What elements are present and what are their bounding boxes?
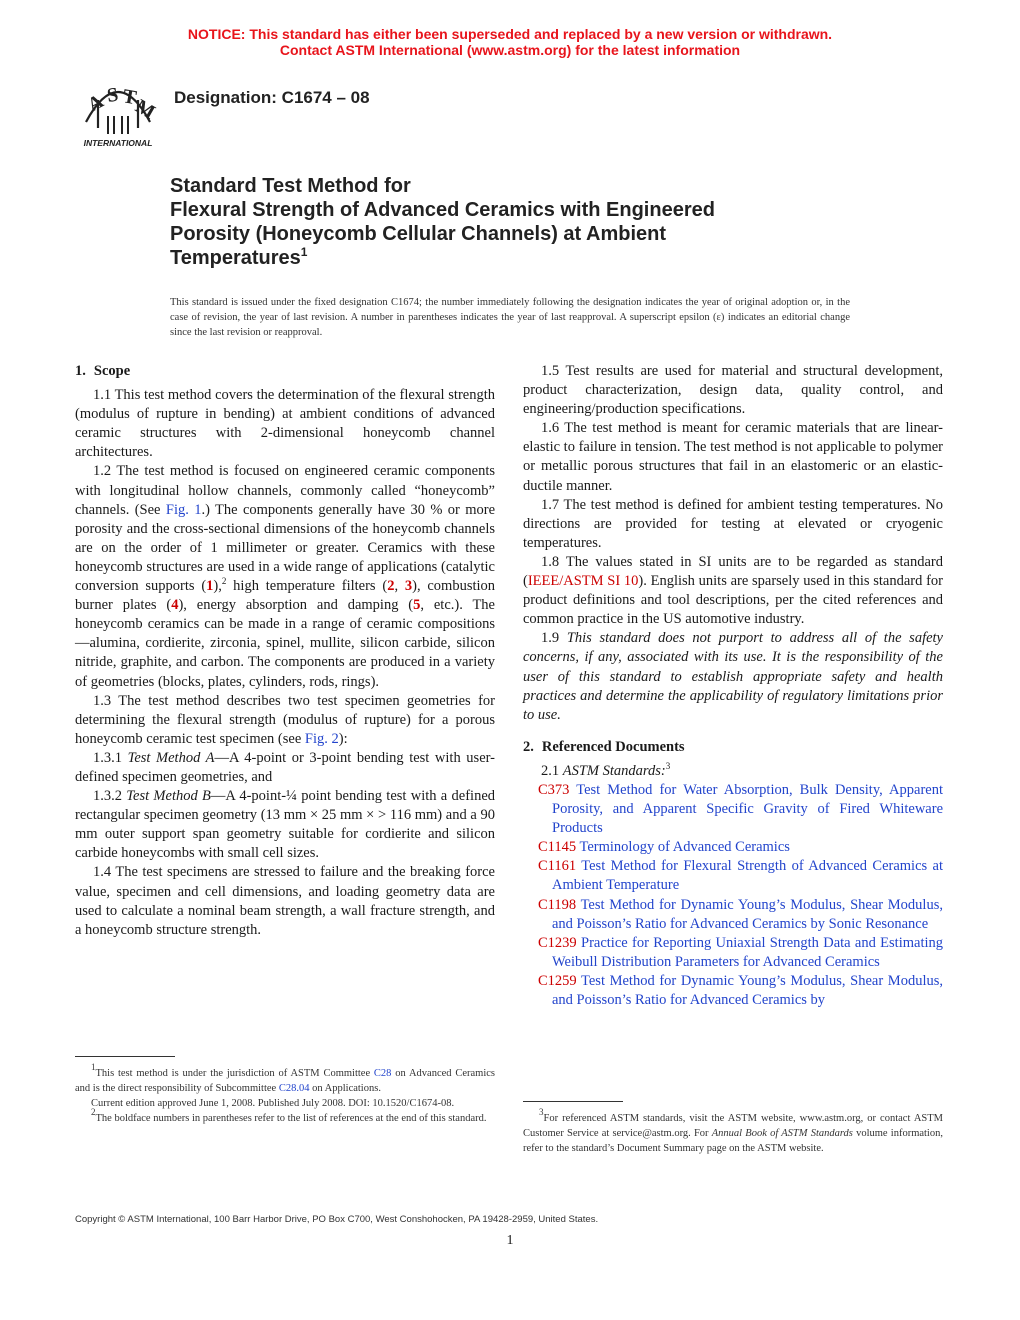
standard-code-link[interactable]: C1198 — [538, 896, 577, 913]
footnote-rule-right — [523, 1101, 623, 1102]
list-item — [523, 972, 943, 1010]
logo-international-text: INTERNATIONAL — [83, 138, 153, 148]
standard-title-link[interactable]: Practice for Reporting Uniaxial Strength Data and Estimating Weibull Distribution Parameters for Advanced Ceramics — [552, 934, 944, 970]
list-item — [523, 781, 943, 838]
left-column — [75, 362, 495, 940]
title-line-1: Standard Test Method for — [170, 175, 411, 197]
para-1-2: 1.2 The test method is focused on engineered ceramic components with longitudinal hollow channels, commonly called “honeycomb” channels. (See Fig. 1.) The components generally have 30 % or more porosity and the cross-sectional dimensions of the honeycomb channels are on the order of 1 millimeter or greater. Ceramics with these honeycomb structures are used in a wide range of applications (catalytic conversion supports (1),$^2$ high temperature filters (2, 3), combustion burner plates (4), energy absorption and damping (5, etc.). The honeycomb ceramics can be made in a range of ceramic compositions—alumina, cordierite, zirconia, spinel, mullite, silicon carbide, silicon nitride, graphite, and carbon. The components are produced in a variety of geometries (blocks, plates, cylinders, rods, rings). — [75, 463, 496, 690]
title-footnote-marker: 1 — [300, 245, 308, 259]
list-item — [523, 857, 943, 895]
para-1-7: 1.7 The test method is defined for ambient testing temperatures. No directions are provided for testing at elevated or cryogenic temperatures. — [523, 496, 943, 551]
list-item — [523, 934, 943, 972]
withdrawn-notice — [0, 26, 1020, 58]
page-number: 1 — [506, 1233, 514, 1248]
ref-4-link[interactable]: 4 — [171, 597, 179, 614]
list-item — [523, 838, 943, 857]
standard-title-link[interactable]: Test Method for Flexural Strength of Advanced Ceramics at Ambient Temperature — [552, 858, 943, 894]
standard-title-link[interactable]: Test Method for Dynamic Young’s Modulus, Shear Modulus, and Poisson’s Ratio for Advanced Ceramics by — [552, 972, 943, 1008]
para-2-1: 2.1 ASTM Standards:$^3$ — [541, 760, 671, 779]
notice-line-2: Contact ASTM International (www.astm.org) for the latest information — [279, 42, 741, 58]
fig-2-link[interactable]: Fig. 2 — [304, 730, 339, 747]
standard-code-link[interactable]: C1239 — [538, 934, 577, 951]
svg-text:A: A — [84, 90, 108, 117]
section-heading-scope: 1. Scope — [75, 363, 131, 379]
document-title — [170, 174, 890, 270]
footnote-1-edition: Current edition approved June 1, 2008. Published July 2008. DOI: 10.1520/C1674-08. — [91, 1098, 455, 1109]
para-1-9: 1.9 This standard does not purport to address all of the safety concerns, if any, associated with its use. It is the responsibility of the user of this standard to establish appropriate safety and health practices and determine the applicability of regulatory limitations prior to use. — [523, 630, 943, 723]
footnotes-left — [75, 1062, 496, 1126]
si10-link[interactable]: IEEE/ASTM SI 10 — [527, 573, 639, 590]
para-1-8: 1.8 The values stated in SI units are to be regarded as standard (IEEE/ASTM SI 10). English units are sparsely used in this standard for product definitions and tool descriptions, per the cited references and common practice in the US automotive industry. — [523, 553, 944, 628]
footnotes-right — [523, 1107, 943, 1156]
right-column — [523, 362, 943, 1010]
ref-2-link[interactable]: 2 — [387, 578, 395, 595]
footnote-3-marker: 3 — [665, 760, 671, 771]
standard-title-link[interactable]: Terminology of Advanced Ceramics — [579, 839, 790, 856]
astm-logo — [76, 72, 160, 150]
standard-code-link[interactable]: C1259 — [538, 972, 577, 989]
list-item — [523, 896, 943, 934]
subcommittee-c2804-link[interactable]: C28.04 — [278, 1083, 310, 1094]
fig-1-link[interactable]: Fig. 1 — [165, 501, 202, 518]
svg-text:T: T — [121, 85, 139, 110]
ref-5-link[interactable]: 5 — [413, 597, 421, 614]
footnote-1: $^1$This test method is under the jurisdiction of ASTM Committee C28 on Advanced Ceramics and is the direct responsibility of Subcommittee C28.04 on Applications. — [75, 1062, 496, 1094]
astm-standards-list — [523, 781, 943, 1010]
issuance-note: This standard is issued under the fixed designation C1674; the number immediately following the designation indicates the year of original adoption or, in the case of revision, the year of last revision. A number in parentheses indicates the year of last reapproval. A superscript epsilon (ε) indicates an editorial change since the last revision or reapproval. — [170, 297, 850, 338]
title-line-4: Temperatures$^1$ — [170, 245, 308, 269]
para-1-3: 1.3 The test method describes two test specimen geometries for determining the flexural strength (modulus of rupture) for a porous honeycomb ceramic test specimen (see Fig. 2): — [75, 692, 495, 747]
para-1-5: 1.5 Test results are used for material and structural development, product characterization, design data, quality control, and engineering/production specifications. — [523, 363, 943, 418]
para-1-1: 1.1 This test method covers the determination of the flexural strength (modulus of rupture in bending) at ambient conditions of advanced ceramic structures with 2-dimensional honeycomb channel architectures. — [75, 387, 495, 461]
designation: Designation: C1674 – 08 — [174, 88, 370, 107]
para-1-4: 1.4 The test specimens are stressed to failure and the breaking force value, specimen and cell dimensions, and loading geometry data are used to calculate a nominal beam strength, a wall fracture strength, and a honeycomb structure strength. — [75, 864, 495, 938]
para-1-3-1: 1.3.1 Test Method A—A 4-point or 3-point bending test with user-defined specimen geometries, and — [75, 749, 495, 785]
ref-1-link[interactable]: 1 — [206, 578, 214, 595]
standard-code-link[interactable]: C1161 — [538, 858, 577, 875]
title-line-3: Porosity (Honeycomb Cellular Channels) at Ambient — [170, 223, 667, 245]
section-heading-referenced-documents: 2. Referenced Documents — [523, 738, 685, 755]
footnote-2: $^2$The boldface numbers in parentheses refer to the list of references at the end of this standard. — [91, 1107, 487, 1124]
standard-title-link[interactable]: Test Method for Dynamic Young’s Modulus, Shear Modulus, and Poisson’s Ratio for Advanced Ceramics by Sonic Resonance — [552, 896, 943, 932]
footnote-rule-left — [75, 1056, 175, 1057]
notice-line-1: NOTICE: This standard has either been superseded and replaced by a new version or withdrawn. — [187, 26, 833, 42]
svg-text:S: S — [105, 83, 120, 107]
ref-3-link[interactable]: 3 — [404, 578, 413, 595]
svg-text:M: M — [131, 95, 159, 124]
footnote-2-marker: 2 — [221, 576, 227, 587]
para-1-3-2: 1.3.2 Test Method B—A 4-point-¼ point bending test with a defined rectangular specimen geometry (13 mm × 25 mm × > 116 mm) and a 90 mm outer support span geometry suitable for cordierite and silicon carbide honeycombs with small cell sizes. — [75, 788, 495, 862]
standard-title-link[interactable]: Test Method for Water Absorption, Bulk Density, Apparent Porosity, and Apparent Specific Gravity of Fired Whiteware Products — [552, 781, 943, 837]
standard-code-link[interactable]: C373 — [538, 781, 570, 798]
para-1-6: 1.6 The test method is meant for ceramic materials that are linear-elastic to failure in tension. The test method is not applicable to polymer or metallic porous structures that fail in an elastomeric or an elastic-ductile manner. — [523, 420, 943, 494]
committee-c28-link[interactable]: C28 — [373, 1068, 392, 1079]
standard-code-link[interactable]: C1145 — [538, 839, 577, 856]
title-line-2: Flexural Strength of Advanced Ceramics with Engineered — [170, 199, 715, 221]
footnote-3: $^3$For referenced ASTM standards, visit the ASTM website, www.astm.org, or contact ASTM Customer Service at service@astm.org. For Annual Book of ASTM Standards volume information, refer to the standard’s Document Summary page on the ASTM website. — [523, 1107, 943, 1154]
copyright-line: Copyright © ASTM International, 100 Barr Harbor Drive, PO Box C700, West Conshohocken, PA 19428-2959, United States. — [75, 1214, 599, 1225]
